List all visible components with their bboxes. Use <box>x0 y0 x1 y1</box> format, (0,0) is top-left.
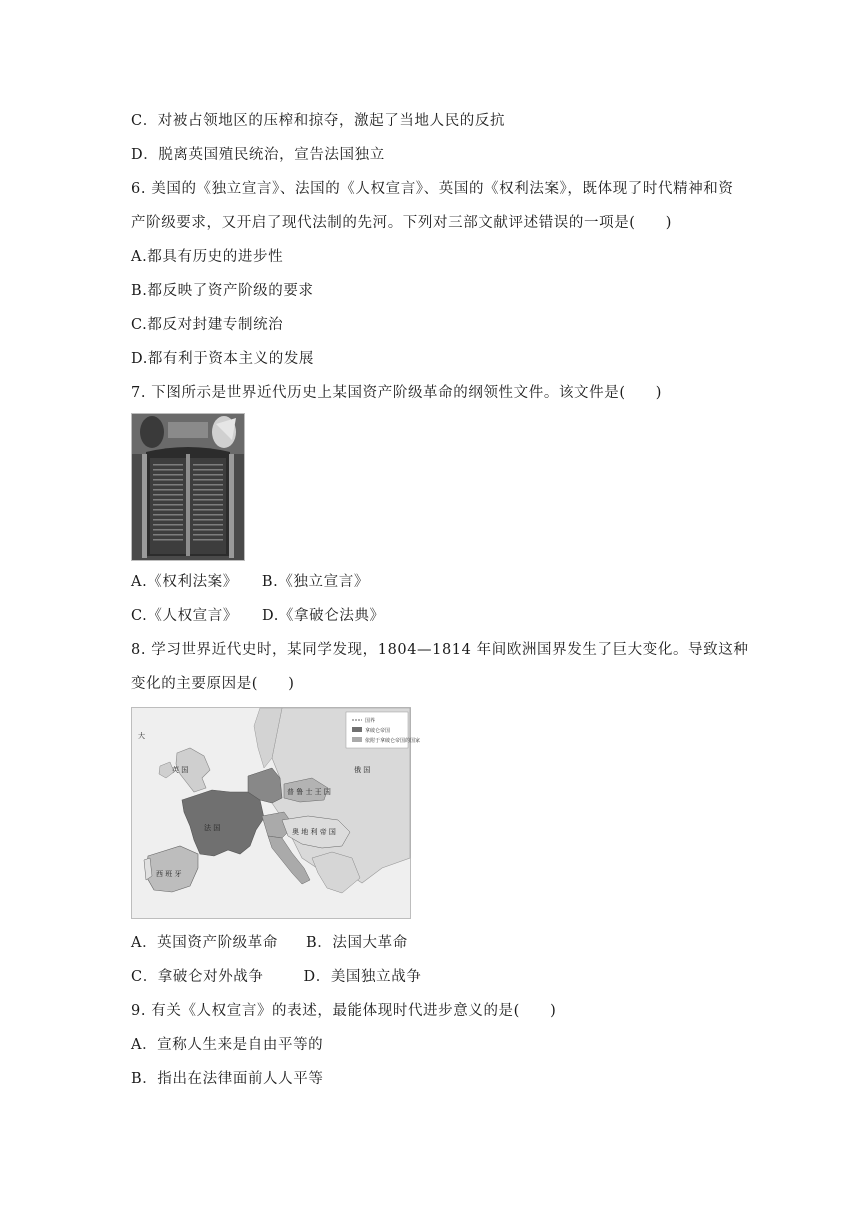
legend-empire: 拿破仑帝国 <box>365 728 391 734</box>
option-d6: D.都有利于资本主义的发展 <box>131 351 315 367</box>
option-b6: B.都反映了资产阶级的要求 <box>131 283 314 299</box>
option-c7: C.《人权宣言》 <box>131 608 238 624</box>
map-label-france: 法 国 <box>204 824 221 832</box>
map-label-austria: 奥 地 利 帝 国 <box>292 828 336 836</box>
option-a7: A.《权利法案》 <box>131 574 238 590</box>
legend-border: 国界 <box>365 718 376 724</box>
map-label-spain: 西 班 牙 <box>156 870 182 878</box>
legend-dependent: 依附于拿破仑帝国的国家 <box>365 738 421 744</box>
europe-map-svg <box>132 708 421 918</box>
option-c6: C.都反对封建专制统治 <box>131 317 284 333</box>
question-7: 7. 下图所示是世界近代历史上某国资产阶级革命的纲领性文件。该文件是( ) <box>131 385 663 401</box>
options-a8-b8 <box>131 933 408 953</box>
option-b8: B．法国大革命 <box>305 935 408 951</box>
option-a6: A.都具有历史的进步性 <box>131 249 284 265</box>
declaration-image <box>131 413 245 561</box>
map-label-prussia: 普 鲁 士 王 国 <box>287 788 331 796</box>
declaration-illustration <box>132 414 244 560</box>
map-label-russia: 俄 国 <box>354 766 371 774</box>
option-a9: A．宣称人生来是自由平等的 <box>131 1037 324 1053</box>
option-d7: D.《拿破仑法典》 <box>262 608 385 624</box>
question-6-line-1: 6. 美国的《独立宣言》、法国的《人权宣言》、英国的《权利法案》，既体现了时代精神和资 <box>131 181 734 197</box>
options-c7-d7 <box>131 606 385 626</box>
options-a7-b7 <box>131 572 369 592</box>
line-option-d5: D．脱离英国殖民统治，宣告法国独立 <box>131 147 385 163</box>
option-d8: D．美国独立战争 <box>303 969 422 985</box>
option-c8: C．拿破仑对外战争 <box>131 969 264 985</box>
option-a8: A．英国资产阶级革命 <box>131 935 278 951</box>
line-option-c5: C．对被占领地区的压榨和掠夺，激起了当地人民的反抗 <box>131 113 506 129</box>
question-8-line-1: 8. 学习世界近代史时，某同学发现，1804—1814 年间欧洲国界发生了巨大变化。导致这种 <box>131 642 749 658</box>
map-label-uk: 英 国 <box>172 766 189 774</box>
question-6-line-2: 产阶级要求，又开启了现代法制的先河。下列对三部文献评述错误的一项是( ) <box>131 215 673 231</box>
question-9: 9. 有关《人权宣言》的表述，最能体现时代进步意义的是( ) <box>131 1003 557 1019</box>
map-label-sea: 大 <box>138 732 145 740</box>
option-b9: B．指出在法律面前人人平等 <box>131 1071 324 1087</box>
options-c8-d8 <box>131 967 421 987</box>
question-8-line-2: 变化的主要原因是( ) <box>131 676 295 692</box>
europe-map <box>131 707 421 919</box>
option-b7: B.《独立宣言》 <box>261 574 369 590</box>
